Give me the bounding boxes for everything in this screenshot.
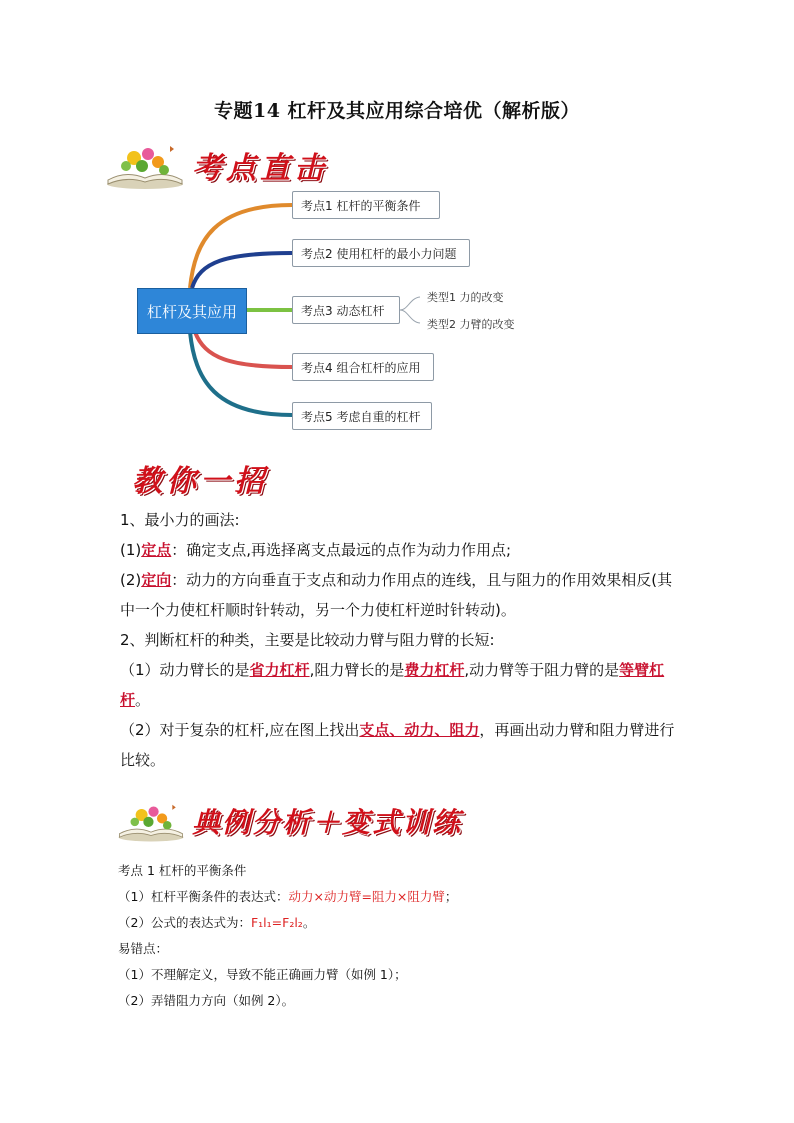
example-block: [118, 858, 678, 1014]
tips-block: [120, 505, 680, 775]
tip-line-1: 1、最小力的画法:: [120, 511, 240, 529]
example-1-a: （1）杠杆平衡条件的表达式：: [118, 889, 289, 904]
tip-5-b: ,阻力臂长的是: [309, 661, 405, 679]
tip-5-key-2: 费力杠杆: [404, 661, 465, 679]
example-line-4: （1）不理解定义，导致不能正确画力臂（如例 1）；: [118, 967, 407, 982]
example-2-b: 。: [302, 915, 316, 930]
mindmap-node-5: 考点5 考虑自重的杠杆: [292, 402, 432, 430]
example-1-formula: 动力×动力臂=阻力×阻力臂: [288, 889, 445, 904]
example-line-2: [118, 910, 678, 936]
tip-line-5: [120, 655, 680, 715]
tip-6-a: （2）对于复杂的杠杆,应在图上找出: [120, 721, 360, 739]
mindmap-node-3: 考点3 动态杠杆: [292, 296, 400, 324]
mindmap-subnode-1: 类型1 力的改变: [427, 291, 504, 304]
mindmap-connectors: [0, 0, 794, 460]
tip-6-b: ，再画出动力臂和阻力臂进行比较。: [120, 721, 675, 769]
tip-2-text: ：确定支点,再选择离支点最远的点作为动力作用点;: [171, 541, 512, 559]
tip-3-prefix: (2): [120, 571, 142, 589]
tip-6-key: 支点、动力、阻力: [359, 721, 480, 739]
tip-5-key-1: 省力杠杆: [249, 661, 310, 679]
mindmap-node-2: 考点2 使用杠杆的最小力问题: [292, 239, 470, 267]
example-line-5: （2）弄错阻力方向（如例 2）。: [118, 993, 295, 1008]
tip-3-text: ：动力的方向垂直于支点和动力作用点的连线，且与阻力的作用效果相反(其中一个力使杠杆顺时针转动，另一个力使杠杆逆时针转动)。: [120, 571, 673, 619]
mindmap-root: 杠杆及其应用: [137, 288, 247, 334]
tip-2-prefix: (1): [120, 541, 142, 559]
document-title: 专题14 杠杆及其应用综合培优（解析版）: [213, 100, 581, 122]
banner-jiaoni-text: 教你一招: [132, 464, 268, 499]
example-2-formula: F₁l₁=F₂l₂: [250, 915, 303, 930]
tip-line-3: [120, 565, 680, 625]
example-line-3: 易错点：: [118, 941, 169, 956]
tip-5-d: 。: [135, 691, 151, 709]
mindmap-subnode-2: 类型2 力臂的改变: [427, 318, 515, 331]
tip-3-key: 定向: [141, 571, 172, 589]
tip-5-key-3: 等臂杠杆: [120, 661, 665, 709]
tip-line-2: [120, 535, 680, 565]
tip-2-key: 定点: [141, 541, 172, 559]
example-1-b: ；: [444, 889, 458, 904]
example-heading: 考点 1 杠杆的平衡条件: [118, 863, 247, 878]
example-line-1: [118, 884, 678, 910]
mindmap-node-1: 考点1 杠杆的平衡条件: [292, 191, 440, 219]
banner-kaodian-text: 考点直击: [192, 151, 328, 186]
open-book-flower-icon: [116, 796, 186, 846]
mindmap-node-4: 考点4 组合杠杆的应用: [292, 353, 434, 381]
banner-jiaoni: [132, 456, 268, 500]
tip-line-6: [120, 715, 680, 775]
banner-dianli-text: 典例分析＋变式训练: [192, 806, 463, 839]
example-2-a: （2）公式的表达式为：: [118, 915, 251, 930]
tip-5-a: （1）动力臂长的是: [120, 661, 250, 679]
tip-line-4: 2、判断杠杆的种类，主要是比较动力臂与阻力臂的长短:: [120, 631, 495, 649]
tip-5-c: ,动力臂等于阻力臂的是: [464, 661, 620, 679]
banner-dianli: [116, 796, 462, 846]
